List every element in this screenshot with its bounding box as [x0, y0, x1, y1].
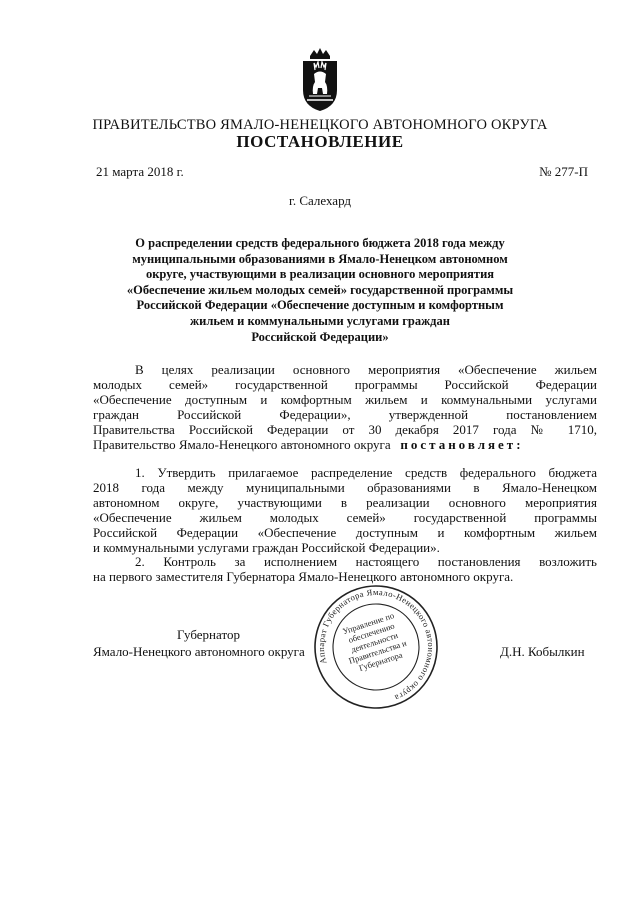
document-subject	[120, 236, 520, 345]
subject-line: округе, участвующими в реализации основного мероприятия	[145, 267, 495, 282]
document-type: ПОСТАНОВЛЕНИЕ	[236, 132, 404, 151]
preamble-last-line	[93, 437, 597, 452]
official-stamp	[312, 583, 440, 711]
signatory-region: Ямало-Ненецкого автономного округа	[93, 644, 305, 659]
item-line: 2018 года между муниципальными образованиями в Ямало-Ненецком	[93, 480, 597, 495]
signatory-title: Губернатор	[177, 627, 240, 642]
stamp-center-text: Управление по обеспечению деятельности Правительства и Губернатора	[341, 610, 408, 673]
coat-of-arms-icon	[300, 48, 340, 112]
item-line: Российской Федерации «Обеспечение доступным и комфортным жильем	[93, 525, 597, 540]
document-date: 21 марта 2018 г.	[96, 164, 184, 179]
subject-line: О распределении средств федерального бюджета 2018 года между	[135, 236, 505, 250]
item-line: на первого заместителя Губернатора Ямало-Ненецкого автономного округа.	[93, 569, 514, 584]
government-title: ПРАВИТЕЛЬСТВО ЯМАЛО-НЕНЕЦКОГО АВТОНОМНОГО ОКРУГА	[92, 117, 548, 133]
city: г. Салехард	[288, 193, 352, 208]
subject-line: Российской Федерации «Обеспечение доступным и комфортным	[136, 298, 504, 313]
preamble-line: Правительства Российской Федерации от 30 декабря 2017 года № 1710,	[93, 422, 597, 437]
preamble-line: В целях реализации основного мероприятия «Обеспечение жильем	[135, 362, 597, 377]
subject-line: муниципальными образованиями в Ямало-Ненецком автономном	[132, 251, 508, 266]
subject-line: Российской Федерации»	[251, 329, 389, 344]
subject-line: «Обеспечение жильем молодых семей» государственной программы	[126, 282, 514, 297]
preamble-subject: Правительство Ямало-Ненецкого автономного округа	[93, 437, 391, 452]
preamble-paragraph	[93, 362, 597, 452]
subject-line: жильем и коммунальными услугами граждан	[190, 313, 450, 328]
preamble-line: молодых семей» государственной программы Российской Федерации	[93, 377, 597, 392]
item-line: 2. Контроль за исполнением настоящего постановления возложить	[135, 554, 597, 569]
item-line: «Обеспечение жильем молодых семей» государственной программы	[93, 510, 597, 525]
item-line: и коммунальными услугами граждан Российской Федерации».	[93, 540, 440, 555]
item-line: 1. Утвердить прилагаемое распределение средств федерального бюджета	[135, 465, 597, 480]
preamble-line: «Обеспечение доступным и комфортным жильем и коммунальными услугами	[93, 392, 597, 407]
signatory-name: Д.Н. Кобылкин	[500, 644, 585, 659]
preamble-line: граждан Российской Федерации», утвержденной постановлением	[93, 407, 597, 422]
item-2-paragraph	[93, 554, 597, 584]
stamp-ring-text: Аппарат Губернатора Ямало-Ненецкого автономного округа	[315, 586, 437, 704]
item-1-paragraph	[93, 465, 597, 555]
item-line: автономном округе, участвующими в реализации основного мероприятия	[93, 495, 597, 510]
document-number: № 277-П	[539, 164, 588, 179]
resolution-word: постановляет:	[400, 437, 524, 452]
